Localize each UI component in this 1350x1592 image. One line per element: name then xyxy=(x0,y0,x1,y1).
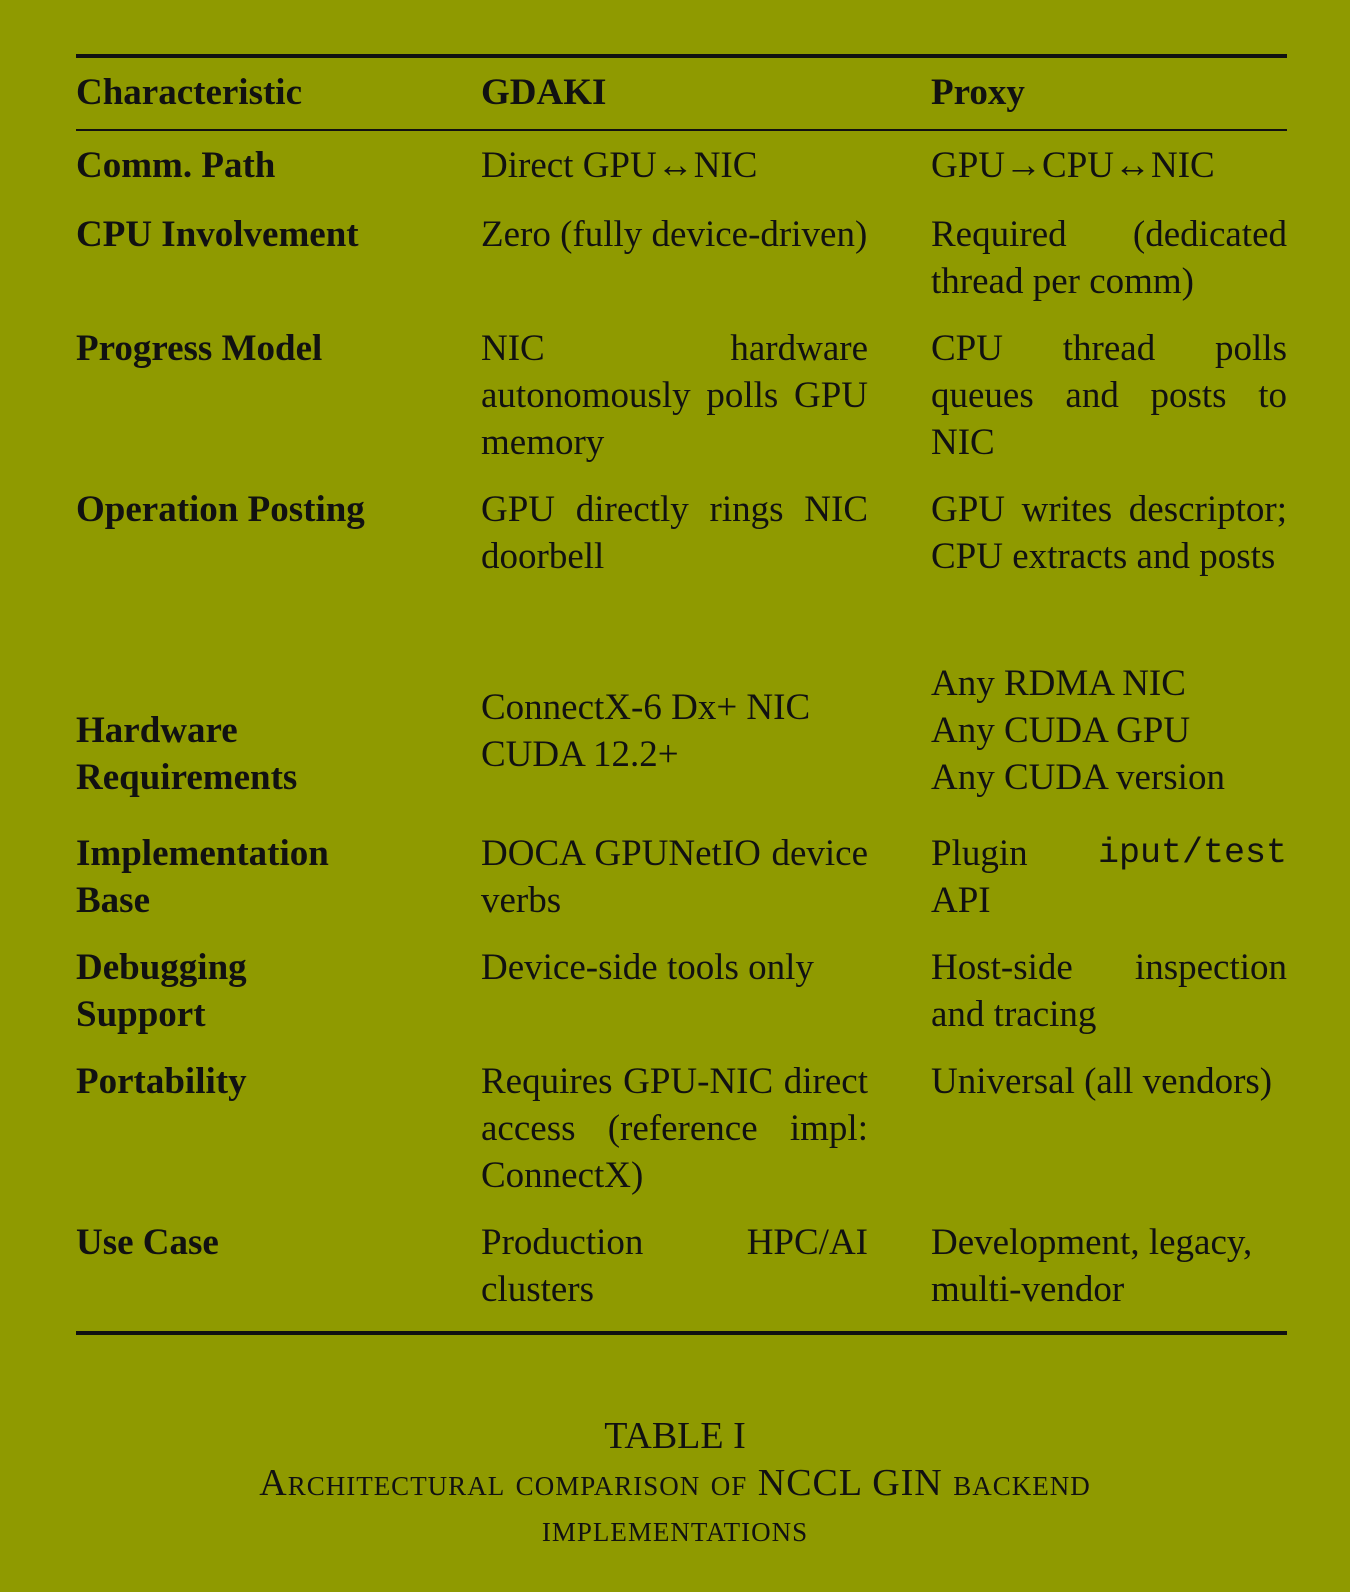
row-gdaki: Zero (fully device-driven) xyxy=(481,214,868,255)
row-characteristic: Implementation Base xyxy=(76,833,329,921)
row-gdaki: Device-side tools only xyxy=(481,947,814,988)
row-proxy: Universal (all vendors) xyxy=(931,1061,1273,1102)
header-gdaki: GDAKI xyxy=(481,72,607,113)
proxy-plugin-text: Plugin xyxy=(931,833,1028,874)
proxy-api-text: API xyxy=(931,880,991,921)
row-characteristic: Comm. Path xyxy=(76,145,276,186)
row-gdaki: DOCA GPUNetIO device verbs xyxy=(481,833,868,921)
row-proxy: Development, legacy, multi-vendor xyxy=(931,1222,1253,1310)
row-characteristic: Debugging Support xyxy=(76,947,247,1035)
row-characteristic: Portability xyxy=(76,1061,247,1102)
table-caption-text: Architectural comparison of NCCL GIN backend implementations xyxy=(259,1462,1091,1550)
row-proxy: CPU thread polls queues and posts to NIC xyxy=(931,328,1287,463)
row-gdaki: Requires GPU-NIC direct access (reference impl: ConnectX) xyxy=(481,1061,868,1196)
row-proxy: Any RDMA NIC Any CUDA GPU Any CUDA version xyxy=(931,663,1225,798)
table-caption-label: TABLE I xyxy=(604,1415,746,1457)
row-characteristic: Use Case xyxy=(76,1222,219,1263)
row-characteristic: Hardware Requirements xyxy=(76,710,298,798)
header-proxy: Proxy xyxy=(931,72,1025,113)
row-gdaki: Direct GPU↔NIC xyxy=(481,145,758,186)
row-proxy: GPU→CPU↔NIC xyxy=(931,145,1215,186)
row-gdaki: GPU directly rings NIC doorbell xyxy=(481,489,868,577)
row-characteristic: Operation Posting xyxy=(76,489,365,530)
row-proxy: GPU writes descriptor; CPU extracts and posts xyxy=(931,489,1287,577)
table-top-rule xyxy=(76,54,1287,58)
row-gdaki: ConnectX-6 Dx+ NIC CUDA 12.2+ xyxy=(481,687,811,775)
proxy-api-code: iput/test xyxy=(1097,833,1287,873)
row-proxy: Host-side inspection and tracing xyxy=(931,947,1287,1035)
row-gdaki: NIC hardware autonomously polls GPU memory xyxy=(481,328,868,463)
row-characteristic: Progress Model xyxy=(76,328,323,369)
table-bottom-rule xyxy=(76,1331,1287,1335)
table-header-rule xyxy=(76,129,1287,131)
header-characteristic: Characteristic xyxy=(76,72,303,113)
row-gdaki: Production HPC/AI clusters xyxy=(481,1222,868,1310)
row-proxy: Required (dedicated thread per comm) xyxy=(931,214,1287,302)
row-characteristic: CPU Involvement xyxy=(76,214,359,255)
row-proxy xyxy=(931,830,1287,924)
